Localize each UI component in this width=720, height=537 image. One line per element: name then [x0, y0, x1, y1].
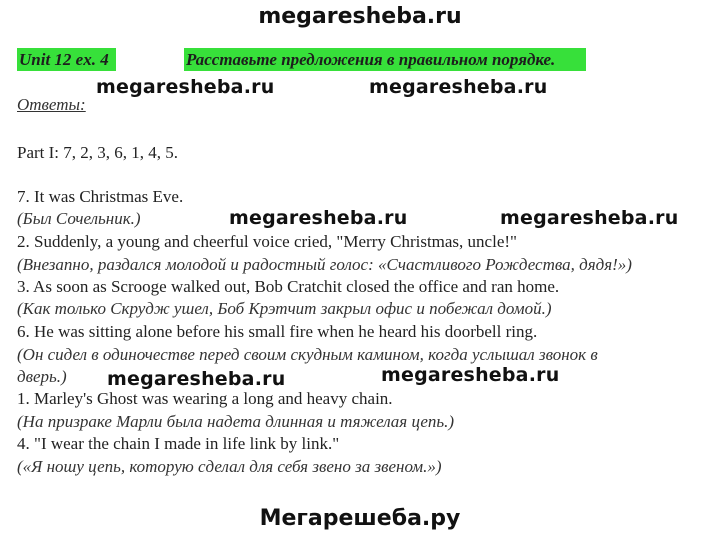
sentence-2: 2. Suddenly, a young and cheerful voice cried, "Merry Christmas, uncle!" [17, 232, 517, 251]
sentence-4: 4. "I wear the chain I made in life link by link." [17, 434, 340, 453]
part-order: Part I: 7, 2, 3, 6, 1, 4, 5. [17, 143, 179, 162]
translation-3: (Как только Скрудж ушел, Боб Крэтчит закрыл офис и побежал домой.) [17, 299, 552, 318]
watermark: megaresheba.ru [381, 364, 560, 386]
watermark: megaresheba.ru [107, 368, 286, 390]
watermark: megaresheba.ru [500, 207, 679, 229]
translation-6-cont: дверь.) [17, 367, 67, 386]
sentence-1: 1. Marley's Ghost was wearing a long and heavy chain. [17, 389, 393, 408]
unit-label: Unit 12 ex. 4 [17, 48, 116, 71]
translation-1: (На призраке Марли была надета длинная и тяжелая цепь.) [17, 412, 455, 431]
instruction-label: Расставьте предложения в правильном порядке. [184, 48, 586, 71]
site-title: megaresheba.ru [258, 4, 462, 29]
watermark: megaresheba.ru [96, 76, 275, 98]
footer-title: Мегарешеба.ру [259, 506, 461, 531]
answers-heading: Ответы: [17, 95, 86, 114]
translation-7: (Был Сочельник.) [17, 209, 141, 228]
translation-4: («Я ношу цепь, которую сделал для себя звено за звеном.») [17, 457, 442, 476]
sentence-3: 3. As soon as Scrooge walked out, Bob Cratchit closed the office and ran home. [17, 277, 560, 296]
watermark: megaresheba.ru [229, 207, 408, 229]
sentence-7: 7. It was Christmas Eve. [17, 187, 184, 206]
sentence-6: 6. He was sitting alone before his small fire when he heard his doorbell ring. [17, 322, 538, 341]
watermark: megaresheba.ru [369, 76, 548, 98]
translation-2: (Внезапно, раздался молодой и радостный голос: «Счастливого Рождества, дядя!») [17, 255, 632, 274]
translation-6: (Он сидел в одиночестве перед своим скудным камином, когда услышал звонок в [17, 345, 598, 364]
